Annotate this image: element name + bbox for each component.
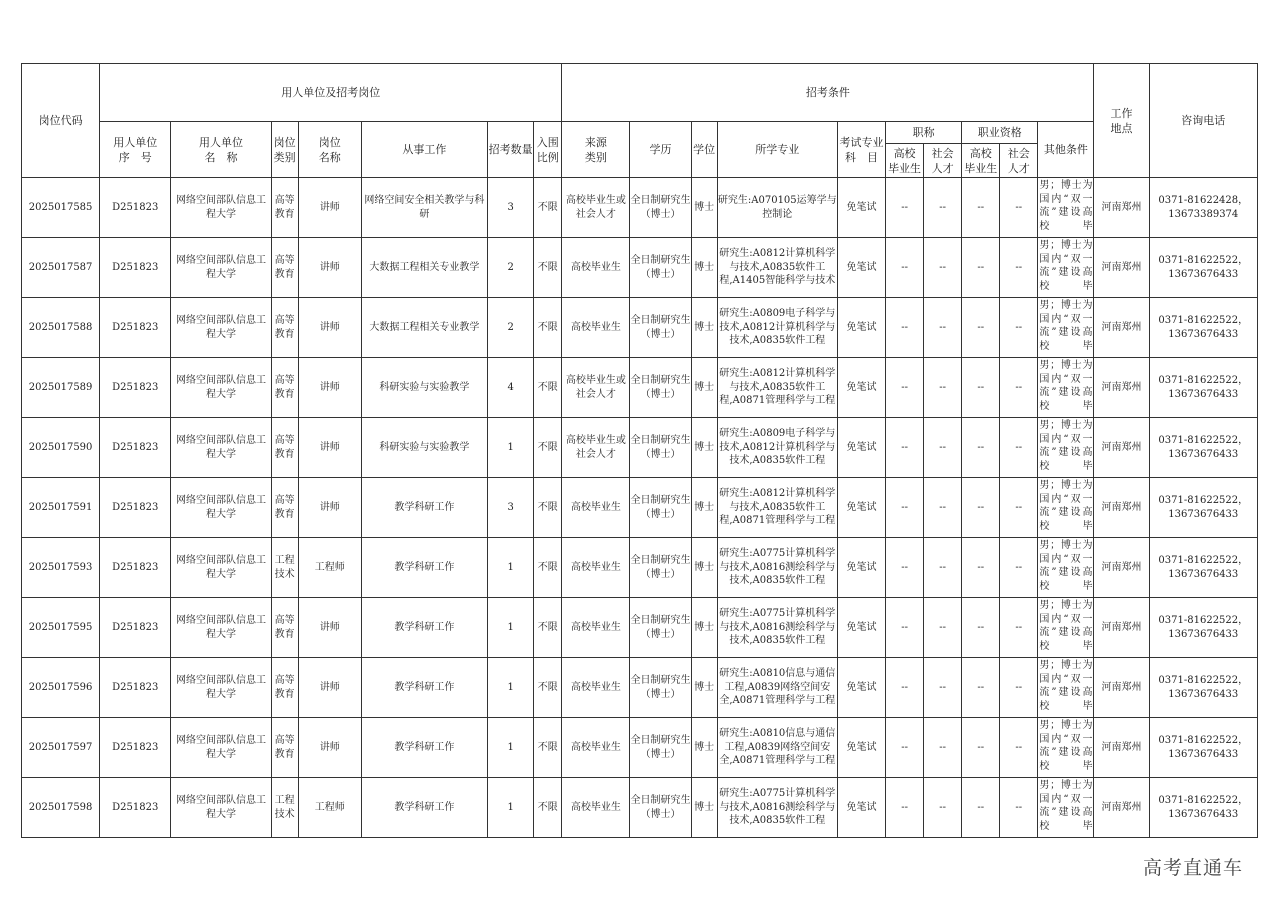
post-code-cell: 2025017596 — [22, 658, 100, 718]
title-grad-cell: -- — [886, 358, 924, 418]
exam-cell: 免笔试 — [837, 598, 885, 658]
header-source: 来源 类别 — [562, 122, 630, 178]
title-social-cell: -- — [924, 538, 962, 598]
phone-cell: 0371-81622522，13673676433 — [1149, 358, 1257, 418]
post-type-cell: 高等教育 — [271, 298, 298, 358]
education-cell: 全日制研究生（博士） — [630, 358, 691, 418]
title-grad-cell: -- — [886, 658, 924, 718]
major-cell: 研究生:A070105运筹学与控制论 — [717, 178, 837, 238]
table-row — [22, 298, 1258, 358]
qual-grad-cell: -- — [962, 658, 1000, 718]
quota-cell: 1 — [488, 658, 534, 718]
exam-cell: 免笔试 — [837, 178, 885, 238]
source-cell: 高校毕业生 — [562, 718, 630, 778]
post-name-cell: 讲师 — [298, 178, 361, 238]
header-unit-group: 用人单位及招考岗位 — [100, 64, 562, 122]
location-cell: 河南郑州 — [1094, 418, 1149, 478]
post-code-cell: 2025017590 — [22, 418, 100, 478]
header-degree: 学位 — [691, 122, 717, 178]
qual-grad-cell: -- — [962, 598, 1000, 658]
major-cell: 研究生:A0775计算机科学与技术,A0816测绘科学与技术,A0835软件工程 — [717, 598, 837, 658]
degree-cell: 博士 — [691, 658, 717, 718]
qual-grad-cell: -- — [962, 538, 1000, 598]
quota-cell: 3 — [488, 178, 534, 238]
title-grad-cell: -- — [886, 718, 924, 778]
post-code-cell: 2025017593 — [22, 538, 100, 598]
watermark-logo-text: 高考直通车 — [1143, 857, 1244, 879]
post-code-cell: 2025017591 — [22, 478, 100, 538]
ratio-cell: 不限 — [534, 298, 562, 358]
other-cell — [1038, 658, 1094, 718]
post-code-cell: 2025017588 — [22, 298, 100, 358]
other-conditions-text: 男；博士为国内“双一流”建设高校毕 — [1039, 540, 1093, 592]
unit-seq-cell: D251823 — [100, 598, 171, 658]
phone-cell: 0371-81622522，13673676433 — [1149, 478, 1257, 538]
major-cell: 研究生:A0812计算机科学与技术,A0835软件工程,A0871管理科学与工程 — [717, 358, 837, 418]
header-qual-grad: 高校 毕业生 — [962, 144, 1000, 178]
table-row — [22, 598, 1258, 658]
qual-social-cell: -- — [1000, 538, 1038, 598]
exam-cell: 免笔试 — [837, 418, 885, 478]
header-title-grad: 高校 毕业生 — [886, 144, 924, 178]
post-type-cell: 高等教育 — [271, 238, 298, 298]
exam-cell: 免笔试 — [837, 358, 885, 418]
ratio-cell: 不限 — [534, 238, 562, 298]
unit-name-cell: 网络空间部队信息工程大学 — [171, 478, 271, 538]
source-cell: 高校毕业生或社会人才 — [562, 358, 630, 418]
phone-cell: 0371-81622522，13673676433 — [1149, 598, 1257, 658]
ratio-cell: 不限 — [534, 718, 562, 778]
post-name-cell: 讲师 — [298, 478, 361, 538]
other-cell — [1038, 478, 1094, 538]
degree-cell: 博士 — [691, 718, 717, 778]
title-grad-cell: -- — [886, 598, 924, 658]
quota-cell: 1 — [488, 598, 534, 658]
post-type-cell: 工程技术 — [271, 538, 298, 598]
qual-social-cell: -- — [1000, 418, 1038, 478]
table-row — [22, 658, 1258, 718]
work-cell: 大数据工程相关专业教学 — [361, 298, 487, 358]
qual-social-cell: -- — [1000, 178, 1038, 238]
unit-seq-cell: D251823 — [100, 358, 171, 418]
source-cell: 高校毕业生或社会人才 — [562, 418, 630, 478]
unit-name-cell: 网络空间部队信息工程大学 — [171, 658, 271, 718]
phone-cell: 0371-81622428，13673389374 — [1149, 178, 1257, 238]
unit-name-cell: 网络空间部队信息工程大学 — [171, 238, 271, 298]
location-cell: 河南郑州 — [1094, 478, 1149, 538]
quota-cell: 1 — [488, 418, 534, 478]
unit-name-cell: 网络空间部队信息工程大学 — [171, 538, 271, 598]
post-code-cell: 2025017598 — [22, 778, 100, 838]
education-cell: 全日制研究生（博士） — [630, 298, 691, 358]
header-exam: 考试专业 科 目 — [837, 122, 885, 178]
other-conditions-text: 男；博士为国内“双一流”建设高校毕 — [1039, 420, 1093, 472]
other-cell — [1038, 778, 1094, 838]
header-quota: 招考数量 — [488, 122, 534, 178]
header-post-type: 岗位 类别 — [271, 122, 298, 178]
education-cell: 全日制研究生（博士） — [630, 718, 691, 778]
qual-grad-cell: -- — [962, 778, 1000, 838]
header-qual-social: 社会 人才 — [1000, 144, 1038, 178]
work-cell: 教学科研工作 — [361, 778, 487, 838]
education-cell: 全日制研究生（博士） — [630, 178, 691, 238]
unit-name-cell: 网络空间部队信息工程大学 — [171, 178, 271, 238]
header-qualification-group: 职业资格 — [962, 122, 1038, 144]
recruitment-table — [21, 63, 1258, 838]
major-cell: 研究生:A0810信息与通信工程,A0839网络空间安全,A0871管理科学与工程 — [717, 718, 837, 778]
phone-cell: 0371-81622522，13673676433 — [1149, 238, 1257, 298]
title-social-cell: -- — [924, 358, 962, 418]
post-name-cell: 讲师 — [298, 298, 361, 358]
post-type-cell: 高等教育 — [271, 598, 298, 658]
post-name-cell: 讲师 — [298, 598, 361, 658]
title-grad-cell: -- — [886, 238, 924, 298]
unit-seq-cell: D251823 — [100, 418, 171, 478]
location-cell: 河南郑州 — [1094, 538, 1149, 598]
education-cell: 全日制研究生（博士） — [630, 538, 691, 598]
major-cell: 研究生:A0809电子科学与技术,A0812计算机科学与技术,A0835软件工程 — [717, 298, 837, 358]
unit-seq-cell: D251823 — [100, 538, 171, 598]
exam-cell: 免笔试 — [837, 478, 885, 538]
post-name-cell: 讲师 — [298, 358, 361, 418]
post-name-cell: 讲师 — [298, 718, 361, 778]
quota-cell: 2 — [488, 238, 534, 298]
major-cell: 研究生:A0775计算机科学与技术,A0816测绘科学与技术,A0835软件工程 — [717, 778, 837, 838]
post-type-cell: 高等教育 — [271, 418, 298, 478]
table-row — [22, 178, 1258, 238]
qual-grad-cell: -- — [962, 178, 1000, 238]
post-code-cell: 2025017595 — [22, 598, 100, 658]
qual-grad-cell: -- — [962, 358, 1000, 418]
post-code-cell: 2025017589 — [22, 358, 100, 418]
unit-name-cell: 网络空间部队信息工程大学 — [171, 598, 271, 658]
unit-name-cell: 网络空间部队信息工程大学 — [171, 718, 271, 778]
title-social-cell: -- — [924, 598, 962, 658]
table-row — [22, 538, 1258, 598]
other-conditions-text: 男；博士为国内“双一流”建设高校毕 — [1039, 300, 1093, 352]
unit-seq-cell: D251823 — [100, 238, 171, 298]
post-type-cell: 高等教育 — [271, 718, 298, 778]
table-row — [22, 778, 1258, 838]
location-cell: 河南郑州 — [1094, 658, 1149, 718]
major-cell: 研究生:A0775计算机科学与技术,A0816测绘科学与技术,A0835软件工程 — [717, 538, 837, 598]
source-cell: 高校毕业生或社会人才 — [562, 178, 630, 238]
education-cell: 全日制研究生（博士） — [630, 238, 691, 298]
ratio-cell: 不限 — [534, 598, 562, 658]
quota-cell: 1 — [488, 538, 534, 598]
degree-cell: 博士 — [691, 298, 717, 358]
table-row — [22, 718, 1258, 778]
header-title-social: 社会 人才 — [924, 144, 962, 178]
header-post-code: 岗位代码 — [22, 64, 100, 178]
title-social-cell: -- — [924, 718, 962, 778]
source-cell: 高校毕业生 — [562, 538, 630, 598]
qual-grad-cell: -- — [962, 298, 1000, 358]
source-cell: 高校毕业生 — [562, 238, 630, 298]
major-cell: 研究生:A0810信息与通信工程,A0839网络空间安全,A0871管理科学与工程 — [717, 658, 837, 718]
title-grad-cell: -- — [886, 778, 924, 838]
work-cell: 科研实验与实验教学 — [361, 418, 487, 478]
quota-cell: 1 — [488, 778, 534, 838]
post-name-cell: 讲师 — [298, 658, 361, 718]
phone-cell: 0371-81622522，13673676433 — [1149, 418, 1257, 478]
other-cell — [1038, 538, 1094, 598]
unit-name-cell: 网络空间部队信息工程大学 — [171, 358, 271, 418]
other-cell — [1038, 718, 1094, 778]
other-conditions-text: 男；博士为国内“双一流”建设高校毕 — [1039, 720, 1093, 772]
title-social-cell: -- — [924, 238, 962, 298]
qual-social-cell: -- — [1000, 358, 1038, 418]
ratio-cell: 不限 — [534, 358, 562, 418]
qual-grad-cell: -- — [962, 718, 1000, 778]
post-type-cell: 工程技术 — [271, 778, 298, 838]
qual-social-cell: -- — [1000, 598, 1038, 658]
post-name-cell: 讲师 — [298, 238, 361, 298]
work-cell: 网络空间安全相关教学与科研 — [361, 178, 487, 238]
quota-cell: 1 — [488, 718, 534, 778]
qual-grad-cell: -- — [962, 478, 1000, 538]
header-unit-name: 用人单位 名 称 — [171, 122, 271, 178]
unit-seq-cell: D251823 — [100, 718, 171, 778]
exam-cell: 免笔试 — [837, 538, 885, 598]
qual-social-cell: -- — [1000, 778, 1038, 838]
education-cell: 全日制研究生（博士） — [630, 658, 691, 718]
header-work: 从事工作 — [361, 122, 487, 178]
work-cell: 教学科研工作 — [361, 478, 487, 538]
source-cell: 高校毕业生 — [562, 598, 630, 658]
unit-seq-cell: D251823 — [100, 478, 171, 538]
work-cell: 教学科研工作 — [361, 538, 487, 598]
unit-name-cell: 网络空间部队信息工程大学 — [171, 298, 271, 358]
qual-social-cell: -- — [1000, 718, 1038, 778]
post-code-cell: 2025017597 — [22, 718, 100, 778]
location-cell: 河南郑州 — [1094, 358, 1149, 418]
title-grad-cell: -- — [886, 418, 924, 478]
table-header — [22, 64, 1258, 178]
title-grad-cell: -- — [886, 538, 924, 598]
other-conditions-text: 男；博士为国内“双一流”建设高校毕 — [1039, 180, 1093, 232]
table-row — [22, 358, 1258, 418]
table-row — [22, 238, 1258, 298]
work-cell: 教学科研工作 — [361, 658, 487, 718]
other-cell — [1038, 418, 1094, 478]
degree-cell: 博士 — [691, 598, 717, 658]
degree-cell: 博士 — [691, 178, 717, 238]
major-cell: 研究生:A0812计算机科学与技术,A0835软件工程,A0871管理科学与工程 — [717, 478, 837, 538]
ratio-cell: 不限 — [534, 538, 562, 598]
ratio-cell: 不限 — [534, 418, 562, 478]
location-cell: 河南郑州 — [1094, 238, 1149, 298]
other-cell — [1038, 358, 1094, 418]
unit-name-cell: 网络空间部队信息工程大学 — [171, 418, 271, 478]
source-cell: 高校毕业生 — [562, 778, 630, 838]
degree-cell: 博士 — [691, 418, 717, 478]
quota-cell: 4 — [488, 358, 534, 418]
source-cell: 高校毕业生 — [562, 298, 630, 358]
location-cell: 河南郑州 — [1094, 598, 1149, 658]
other-conditions-text: 男；博士为国内“双一流”建设高校毕 — [1039, 660, 1093, 712]
unit-seq-cell: D251823 — [100, 298, 171, 358]
phone-cell: 0371-81622522，13673676433 — [1149, 718, 1257, 778]
qual-social-cell: -- — [1000, 238, 1038, 298]
exam-cell: 免笔试 — [837, 238, 885, 298]
title-social-cell: -- — [924, 778, 962, 838]
title-grad-cell: -- — [886, 178, 924, 238]
major-cell: 研究生:A0809电子科学与技术,A0812计算机科学与技术,A0835软件工程 — [717, 418, 837, 478]
source-cell: 高校毕业生 — [562, 478, 630, 538]
phone-cell: 0371-81622522，13673676433 — [1149, 778, 1257, 838]
title-grad-cell: -- — [886, 478, 924, 538]
header-unit-seq: 用人单位 序 号 — [100, 122, 171, 178]
qual-grad-cell: -- — [962, 418, 1000, 478]
source-cell: 高校毕业生 — [562, 658, 630, 718]
degree-cell: 博士 — [691, 238, 717, 298]
ratio-cell: 不限 — [534, 178, 562, 238]
title-social-cell: -- — [924, 478, 962, 538]
header-ratio: 入围 比例 — [534, 122, 562, 178]
major-cell: 研究生:A0812计算机科学与技术,A0835软件工程,A1405智能科学与技术 — [717, 238, 837, 298]
table-row — [22, 478, 1258, 538]
qual-grad-cell: -- — [962, 238, 1000, 298]
work-cell: 大数据工程相关专业教学 — [361, 238, 487, 298]
phone-cell: 0371-81622522，13673676433 — [1149, 658, 1257, 718]
quota-cell: 2 — [488, 298, 534, 358]
title-social-cell: -- — [924, 418, 962, 478]
post-code-cell: 2025017585 — [22, 178, 100, 238]
other-conditions-text: 男；博士为国内“双一流”建设高校毕 — [1039, 480, 1093, 532]
degree-cell: 博士 — [691, 358, 717, 418]
work-cell: 科研实验与实验教学 — [361, 358, 487, 418]
qual-social-cell: -- — [1000, 658, 1038, 718]
unit-seq-cell: D251823 — [100, 178, 171, 238]
post-type-cell: 高等教育 — [271, 658, 298, 718]
header-post-name: 岗位 名称 — [298, 122, 361, 178]
post-code-cell: 2025017587 — [22, 238, 100, 298]
header-major: 所学专业 — [717, 122, 837, 178]
degree-cell: 博士 — [691, 538, 717, 598]
post-name-cell: 工程师 — [298, 778, 361, 838]
other-conditions-text: 男；博士为国内“双一流”建设高校毕 — [1039, 780, 1093, 832]
other-cell — [1038, 238, 1094, 298]
post-type-cell: 高等教育 — [271, 358, 298, 418]
title-social-cell: -- — [924, 298, 962, 358]
title-social-cell: -- — [924, 658, 962, 718]
unit-seq-cell: D251823 — [100, 658, 171, 718]
degree-cell: 博士 — [691, 778, 717, 838]
other-cell — [1038, 298, 1094, 358]
header-other: 其他条件 — [1038, 122, 1094, 178]
education-cell: 全日制研究生（博士） — [630, 598, 691, 658]
unit-seq-cell: D251823 — [100, 778, 171, 838]
ratio-cell: 不限 — [534, 778, 562, 838]
post-type-cell: 高等教育 — [271, 178, 298, 238]
location-cell: 河南郑州 — [1094, 778, 1149, 838]
header-conditions-group: 招考条件 — [562, 64, 1094, 122]
title-social-cell: -- — [924, 178, 962, 238]
other-cell — [1038, 178, 1094, 238]
quota-cell: 3 — [488, 478, 534, 538]
unit-name-cell: 网络空间部队信息工程大学 — [171, 778, 271, 838]
work-cell: 教学科研工作 — [361, 718, 487, 778]
qual-social-cell: -- — [1000, 298, 1038, 358]
other-cell — [1038, 598, 1094, 658]
exam-cell: 免笔试 — [837, 718, 885, 778]
phone-cell: 0371-81622522，13673676433 — [1149, 298, 1257, 358]
table-body — [22, 178, 1258, 838]
post-name-cell: 讲师 — [298, 418, 361, 478]
table-row — [22, 418, 1258, 478]
education-cell: 全日制研究生（博士） — [630, 778, 691, 838]
title-grad-cell: -- — [886, 298, 924, 358]
exam-cell: 免笔试 — [837, 778, 885, 838]
header-education: 学历 — [630, 122, 691, 178]
header-work-location: 工作 地点 — [1094, 64, 1149, 178]
post-type-cell: 高等教育 — [271, 478, 298, 538]
other-conditions-text: 男；博士为国内“双一流”建设高校毕 — [1039, 360, 1093, 412]
location-cell: 河南郑州 — [1094, 718, 1149, 778]
education-cell: 全日制研究生（博士） — [630, 478, 691, 538]
ratio-cell: 不限 — [534, 658, 562, 718]
exam-cell: 免笔试 — [837, 298, 885, 358]
phone-cell: 0371-81622522，13673676433 — [1149, 538, 1257, 598]
other-conditions-text: 男；博士为国内“双一流”建设高校毕 — [1039, 600, 1093, 652]
education-cell: 全日制研究生（博士） — [630, 418, 691, 478]
header-phone: 咨询电话 — [1149, 64, 1257, 178]
location-cell: 河南郑州 — [1094, 178, 1149, 238]
post-name-cell: 工程师 — [298, 538, 361, 598]
work-cell: 教学科研工作 — [361, 598, 487, 658]
degree-cell: 博士 — [691, 478, 717, 538]
qual-social-cell: -- — [1000, 478, 1038, 538]
exam-cell: 免笔试 — [837, 658, 885, 718]
other-conditions-text: 男；博士为国内“双一流”建设高校毕 — [1039, 240, 1093, 292]
header-title-group: 职称 — [886, 122, 962, 144]
ratio-cell: 不限 — [534, 478, 562, 538]
location-cell: 河南郑州 — [1094, 298, 1149, 358]
